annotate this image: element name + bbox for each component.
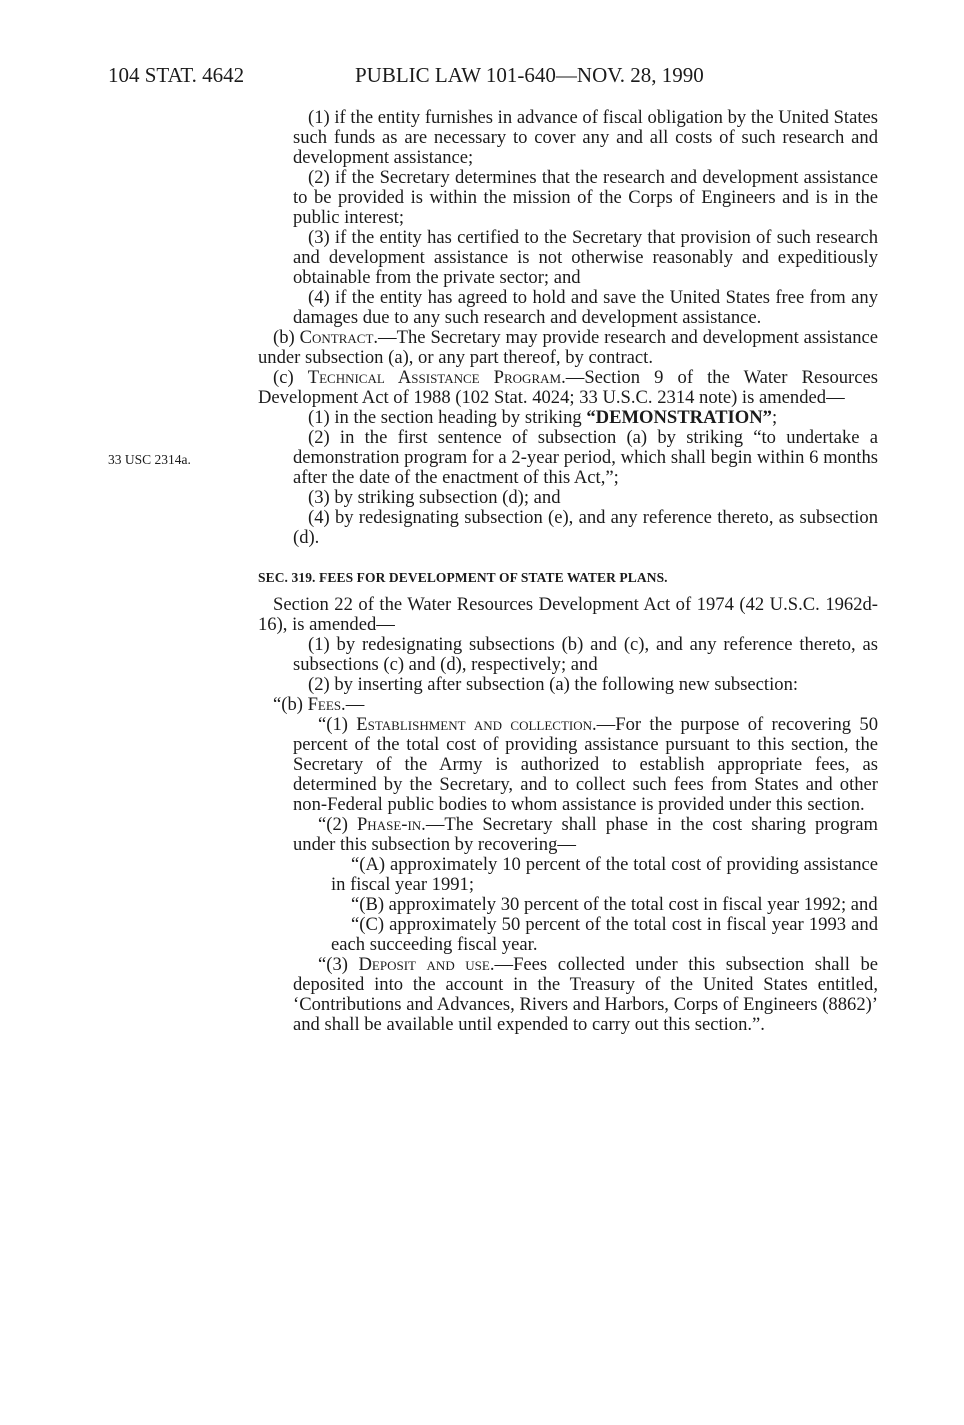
fees-paragraph-2-prefix: “(2) <box>318 814 357 835</box>
paragraph-a-2: (2) if the Secretary determines that the research and development assistance to be provided is within the mission of the Corps of Engineers and is in the public interest; <box>293 167 878 228</box>
paragraph-a-3: (3) if the entity has certified to the Secretary that provision of such research and development assistance is not otherwise reasonably and expeditiously obtainable from the private sector; and <box>293 227 878 288</box>
fees-paragraph-1-text: .—For the purpose of recovering 50 percent of the total cost of providing assistance pursuant to this section, the Secretary of the Army is authorized to establish appropriate fees, as determined by the Secretary, and to collect such fees from States and other non-Federal public bodies to whom assistance is provided under this section. <box>293 714 878 815</box>
paragraph-a-4: (4) if the entity has agreed to hold and save the United States free from any damages due to any such research and development assistance. <box>293 287 878 328</box>
fees-subsection-heading <box>258 695 878 715</box>
section-319-heading: SEC. 319. FEES FOR DEVELOPMENT OF STATE WATER PLANS. <box>258 570 668 585</box>
fees-subparagraph-a: “(A) approximately 10 percent of the total cost of providing assistance in fiscal year 1991; <box>331 854 878 895</box>
fees-subparagraph-b: “(B) approximately 30 percent of the total cost in fiscal year 1992; and <box>351 894 878 915</box>
fees-suffix: .— <box>341 694 365 715</box>
fees-heading: Fees <box>307 694 342 715</box>
paragraph-a-1: (1) if the entity furnishes in advance of fiscal obligation by the United States such funds as are necessary to cover any and all costs of such research and development assistance; <box>293 107 878 168</box>
fees-paragraph-3-heading: Deposit and use <box>358 954 490 975</box>
paragraph-c-4: (4) by redesignating subsection (e), and any reference thereto, as subsection (d). <box>293 507 878 548</box>
document-body <box>258 108 878 1035</box>
subsection-c-prefix: (c) <box>273 367 308 388</box>
paragraph-c-1-prefix: (1) in the section heading by striking <box>308 407 587 428</box>
fees-subparagraph-c: “(C) approximately 50 percent of the total cost in fiscal year 1993 and each succeeding fiscal year. <box>331 914 878 955</box>
stat-page-reference: 104 STAT. 4642 <box>108 63 245 87</box>
paragraph-c-1-suffix: ; <box>771 407 778 428</box>
subsection-b-text: .—The Secretary may provide research and development assistance under subsection (a), or any part thereof, by contract. <box>258 327 878 368</box>
fees-paragraph-2-heading: Phase-in <box>356 814 422 835</box>
fees-paragraph-3-text: .—Fees collected under this subsection shall be deposited into the account in the Treasury of the United States entitled, ‘Contributions and Advances, Rivers and Harbors, Corps of Engineers (8862)’ and shall be available until expended to carry out this section.”. <box>293 954 878 1035</box>
fees-paragraph-3-prefix: “(3) <box>318 954 359 975</box>
fees-paragraph-1 <box>258 715 878 815</box>
subsection-b-heading: Contract <box>299 327 374 348</box>
fees-paragraph-2-text: .—The Secretary shall phase in the cost sharing program under this subsection by recovering— <box>293 814 878 855</box>
section-319-paragraph-1: (1) by redesignating subsections (b) and (c), and any reference thereto, as subsections (c) and (d), respectively; and <box>293 634 878 675</box>
fees-paragraph-1-prefix: “(1) <box>318 714 357 735</box>
fees-paragraph-1-heading: Establishment and collection <box>356 714 593 735</box>
subsection-b-contract <box>258 328 878 368</box>
public-law-header: PUBLIC LAW 101-640—NOV. 28, 1990 <box>355 63 704 87</box>
paragraph-c-1-bold-term: “DEMONSTRATION” <box>586 407 772 428</box>
subsection-c-heading: Technical Assistance Program <box>307 367 562 388</box>
subsection-c-technical-assistance <box>258 368 878 408</box>
section-319-paragraph-2: (2) by inserting after subsection (a) the following new subsection: <box>308 674 799 695</box>
paragraph-c-2: (2) in the first sentence of subsection (a) by striking “to undertake a demonstration program for a 2-year period, which shall begin within 6 months after the date of the enactment of this Act,”; <box>293 427 878 488</box>
paragraph-c-1 <box>258 408 878 428</box>
subsection-c-text: .—Section 9 of the Water Resources Development Act of 1988 (102 Stat. 4024; 33 U.S.C. 2314 note) is amended— <box>258 367 878 408</box>
subsection-b-prefix: (b) <box>273 327 300 348</box>
section-319-intro: Section 22 of the Water Resources Development Act of 1974 (42 U.S.C. 1962d-16), is amended— <box>258 594 878 635</box>
fees-prefix: “(b) <box>273 694 308 715</box>
paragraph-c-3: (3) by striking subsection (d); and <box>308 487 561 508</box>
fees-paragraph-2 <box>258 815 878 855</box>
fees-paragraph-3 <box>258 955 878 1035</box>
margin-citation-note: 33 USC 2314a. <box>108 452 191 467</box>
